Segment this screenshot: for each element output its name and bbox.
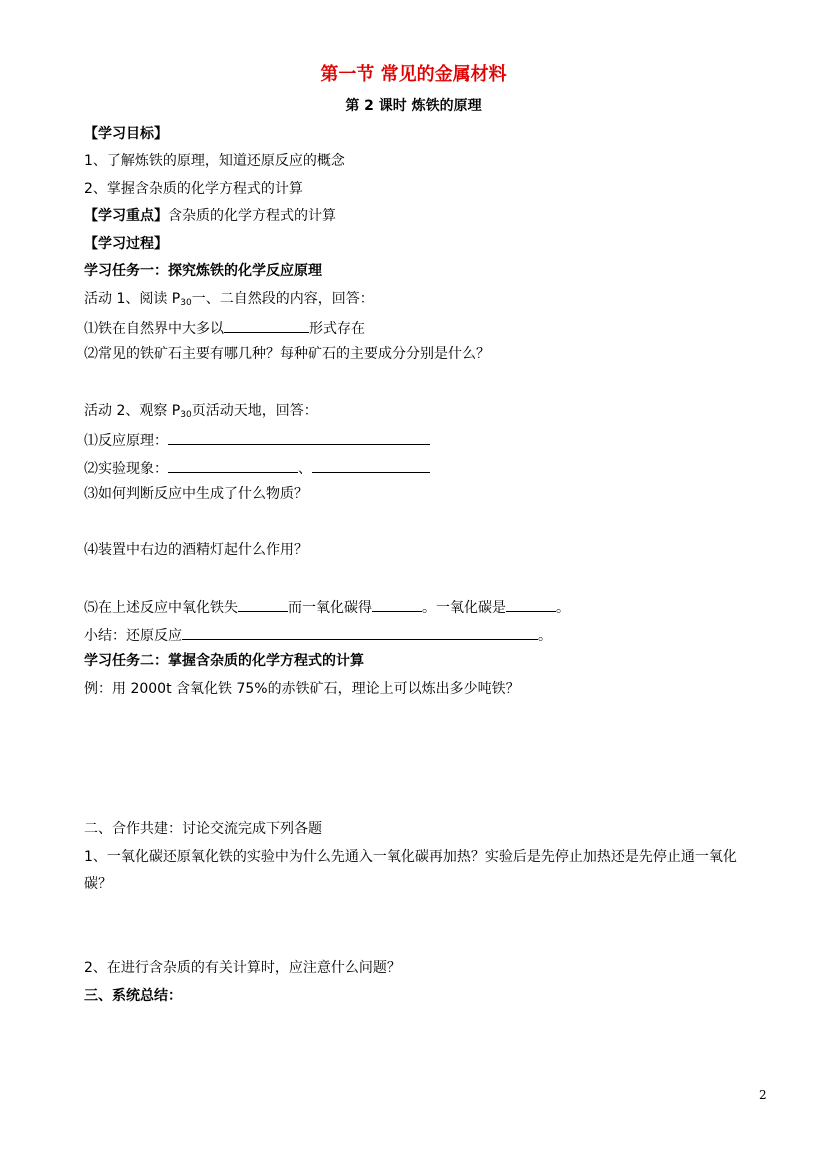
reaction-principle-label: ⑴反应原理： xyxy=(84,433,168,449)
question-oxidation xyxy=(84,597,570,617)
answer-blank[interactable] xyxy=(182,625,538,640)
activity-1-text-rest: 一、二自然段的内容，回答： xyxy=(191,291,374,307)
question-oxidation-text-2: 而一氧化碳得 xyxy=(288,600,372,616)
cooperation-question-1-cont: 碳？ xyxy=(84,876,112,892)
activity-1 xyxy=(84,290,374,312)
answer-blank[interactable] xyxy=(312,458,430,473)
task-2-heading: 学习任务二：掌握含杂质的化学方程式的计算 xyxy=(84,653,364,669)
process-header: 【学习过程】 xyxy=(84,236,168,252)
answer-blank[interactable] xyxy=(238,597,288,612)
page-title: 第一节 常见的金属材料 xyxy=(320,64,507,85)
question-1-text: ⑴铁在自然界中大多以 xyxy=(84,321,224,337)
experiment-phenomena-label: ⑵实验现象： xyxy=(84,461,168,477)
lesson-subtitle: 第 2 课时 炼铁的原理 xyxy=(345,98,482,114)
answer-blank[interactable] xyxy=(168,430,430,445)
answer-blank[interactable] xyxy=(224,318,309,333)
cooperation-heading: 二、合作共建：讨论交流完成下列各题 xyxy=(84,821,322,837)
task-1-heading: 学习任务一：探究炼铁的化学反应原理 xyxy=(84,263,322,279)
summary-line xyxy=(84,625,552,645)
activity-2-text-rest: 页活动天地，回答： xyxy=(191,403,318,419)
example-problem: 例：用 2000t 含氧化铁 75%的赤铁矿石，理论上可以炼出多少吨铁？ xyxy=(84,681,520,697)
experiment-phenomena xyxy=(84,458,430,478)
question-2: ⑵常见的铁矿石主要有哪几种？每种矿石的主要成分分别是什么？ xyxy=(84,346,490,362)
summary-end: 。 xyxy=(538,628,552,644)
summary-label: 小结：还原反应 xyxy=(84,628,182,644)
cooperation-question-2: 2、在进行含杂质的有关计算时，应注意什么问题？ xyxy=(84,960,401,976)
focus-label: 【学习重点】 xyxy=(84,208,168,224)
goal-2: 2、掌握含杂质的化学方程式的计算 xyxy=(84,181,303,197)
activity-1-text: 活动 1、阅读 P xyxy=(84,291,181,307)
goals-header: 【学习目标】 xyxy=(84,126,168,142)
activity-2 xyxy=(84,402,318,424)
question-product: ⑶如何判断反应中生成了什么物质？ xyxy=(84,486,308,502)
page-number: 2 xyxy=(759,1088,767,1102)
question-oxidation-text: ⑸在上述反应中氧化铁失 xyxy=(84,600,238,616)
separator: 、 xyxy=(298,461,312,477)
focus-line xyxy=(84,207,336,225)
focus-text: 含杂质的化学方程式的计算 xyxy=(168,208,336,224)
cooperation-question-1: 1、一氧化碳还原氧化铁的实验中为什么先通入一氧化碳再加热？实验后是先停止加热还是先停止通一氧化 xyxy=(84,849,737,865)
system-summary-heading: 三、系统总结： xyxy=(84,988,182,1004)
answer-blank[interactable] xyxy=(372,597,422,612)
question-oxidation-text-4: 。 xyxy=(556,600,570,616)
question-oxidation-text-3: 。一氧化碳是 xyxy=(422,600,506,616)
reaction-principle xyxy=(84,430,430,450)
answer-blank[interactable] xyxy=(168,458,298,473)
goal-1: 1、了解炼铁的原理，知道还原反应的概念 xyxy=(84,153,345,169)
question-1 xyxy=(84,318,365,338)
activity-2-text: 活动 2、观察 P xyxy=(84,403,181,419)
question-1-text-rest: 形式存在 xyxy=(309,321,365,337)
answer-blank[interactable] xyxy=(506,597,556,612)
question-lamp: ⑷装置中右边的酒精灯起什么作用？ xyxy=(84,542,308,558)
page-ref-subscript: 30 xyxy=(180,298,192,308)
page-ref-subscript: 30 xyxy=(180,410,192,420)
